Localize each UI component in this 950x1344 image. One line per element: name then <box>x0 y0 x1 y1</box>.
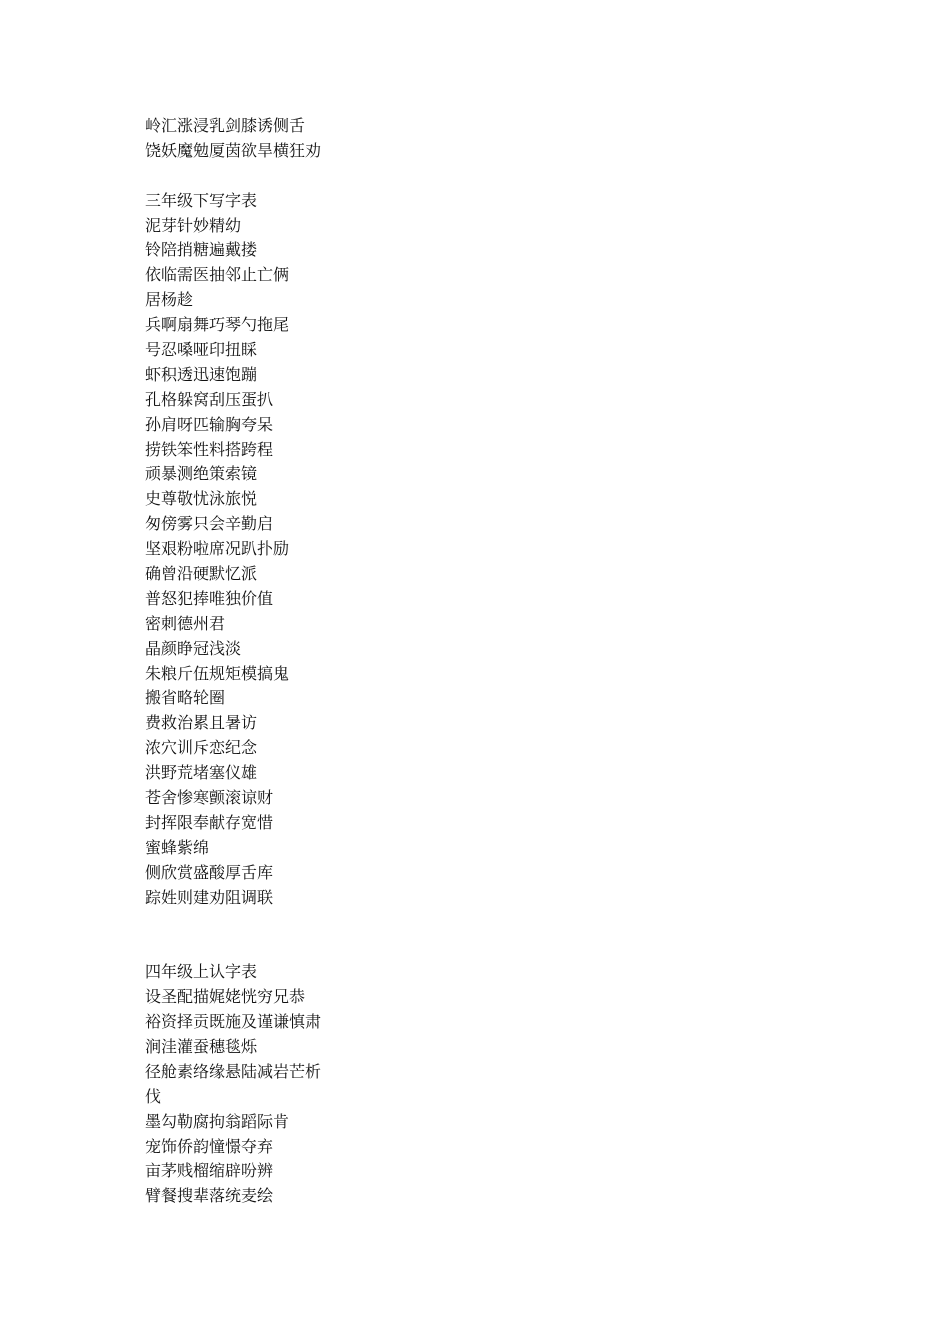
text-line: 饶妖魔勉厦茵欲旱横狂劝 <box>145 140 322 160</box>
text-line: 封挥限奉献存宽惜 <box>145 812 274 832</box>
text-line: 伐 <box>145 1086 162 1106</box>
text-line: 裕资择贡既施及谨谦慎肃 <box>145 1012 322 1032</box>
text-line: 匆傍雾只会辛勤启 <box>145 514 274 534</box>
text-line: 兵啊扇舞巧琴勺拖尾 <box>145 315 290 335</box>
text-line: 洪野荒堵塞仪雄 <box>145 763 258 783</box>
text-line: 宠饰侨韵憧憬夺弃 <box>145 1136 274 1156</box>
text-line: 顽暴测绝策索镜 <box>145 464 258 484</box>
text-line: 铃陪捎糖遍戴搂 <box>145 240 258 260</box>
text-line: 臂餐搜辈落统麦绘 <box>145 1186 274 1206</box>
text-line: 史尊敬忧泳旅悦 <box>145 489 258 509</box>
text-line: 密刺德州君 <box>145 613 226 633</box>
text-line: 涧洼灌蚕穗毯烁 <box>145 1036 258 1056</box>
text-line: 搬省略轮圈 <box>145 688 226 708</box>
text-line: 墨勾勒腐拘翁蹈际肯 <box>145 1111 290 1131</box>
text-line: 设圣配描娓姥恍穷兄恭 <box>145 987 306 1007</box>
text-line: 捞铁笨性料搭跨程 <box>145 439 274 459</box>
text-line: 蜜蜂紫绵 <box>145 837 210 857</box>
text-line: 径舱素络缘悬陆减岩芒析 <box>145 1061 322 1081</box>
text-line: 侧欣赏盛酸厚舌库 <box>145 862 274 882</box>
text-line: 孙肩呀匹输胸夸呆 <box>145 414 274 434</box>
text-line: 普怒犯捧唯独价值 <box>145 588 274 608</box>
text-line: 朱粮斤伍规矩模搞鬼 <box>145 663 290 683</box>
text-line: 苍舍惨寒颤滚谅财 <box>145 788 274 808</box>
text-line: 泥芽针妙精幼 <box>145 215 242 235</box>
blank-line <box>145 935 845 960</box>
section-heading-grade3-lower-write: 三年级下写字表 <box>145 190 258 210</box>
text-line: 居杨趁 <box>145 290 194 310</box>
text-line: 孔格躲窝刮压蛋扒 <box>145 389 274 409</box>
text-line: 亩茅贱榴缩辟吩辨 <box>145 1161 274 1181</box>
blank-line <box>145 911 845 936</box>
text-line: 确曾沿硬默忆派 <box>145 564 258 584</box>
text-line: 晶颜睁冠浅淡 <box>145 638 242 658</box>
section-heading-grade4-upper-read: 四年级上认字表 <box>145 962 258 982</box>
text-line: 坚艰粉啦席况趴扑励 <box>145 539 290 559</box>
text-line: 依临需医抽邻止亡俩 <box>145 265 290 285</box>
text-line: 费救治累且暑访 <box>145 713 258 733</box>
text-line: 踪姓则建劝阻调联 <box>145 887 274 907</box>
blank-line <box>145 164 845 189</box>
text-line: 岭汇涨浸乳剑膝诱侧舌 <box>145 116 306 135</box>
document-body <box>145 114 845 1209</box>
text-line: 虾积透迅速饱蹦 <box>145 364 258 384</box>
text-line: 浓穴训斥恋纪念 <box>145 738 258 758</box>
text-line: 号忍嗓哑印扭睬 <box>145 340 258 360</box>
